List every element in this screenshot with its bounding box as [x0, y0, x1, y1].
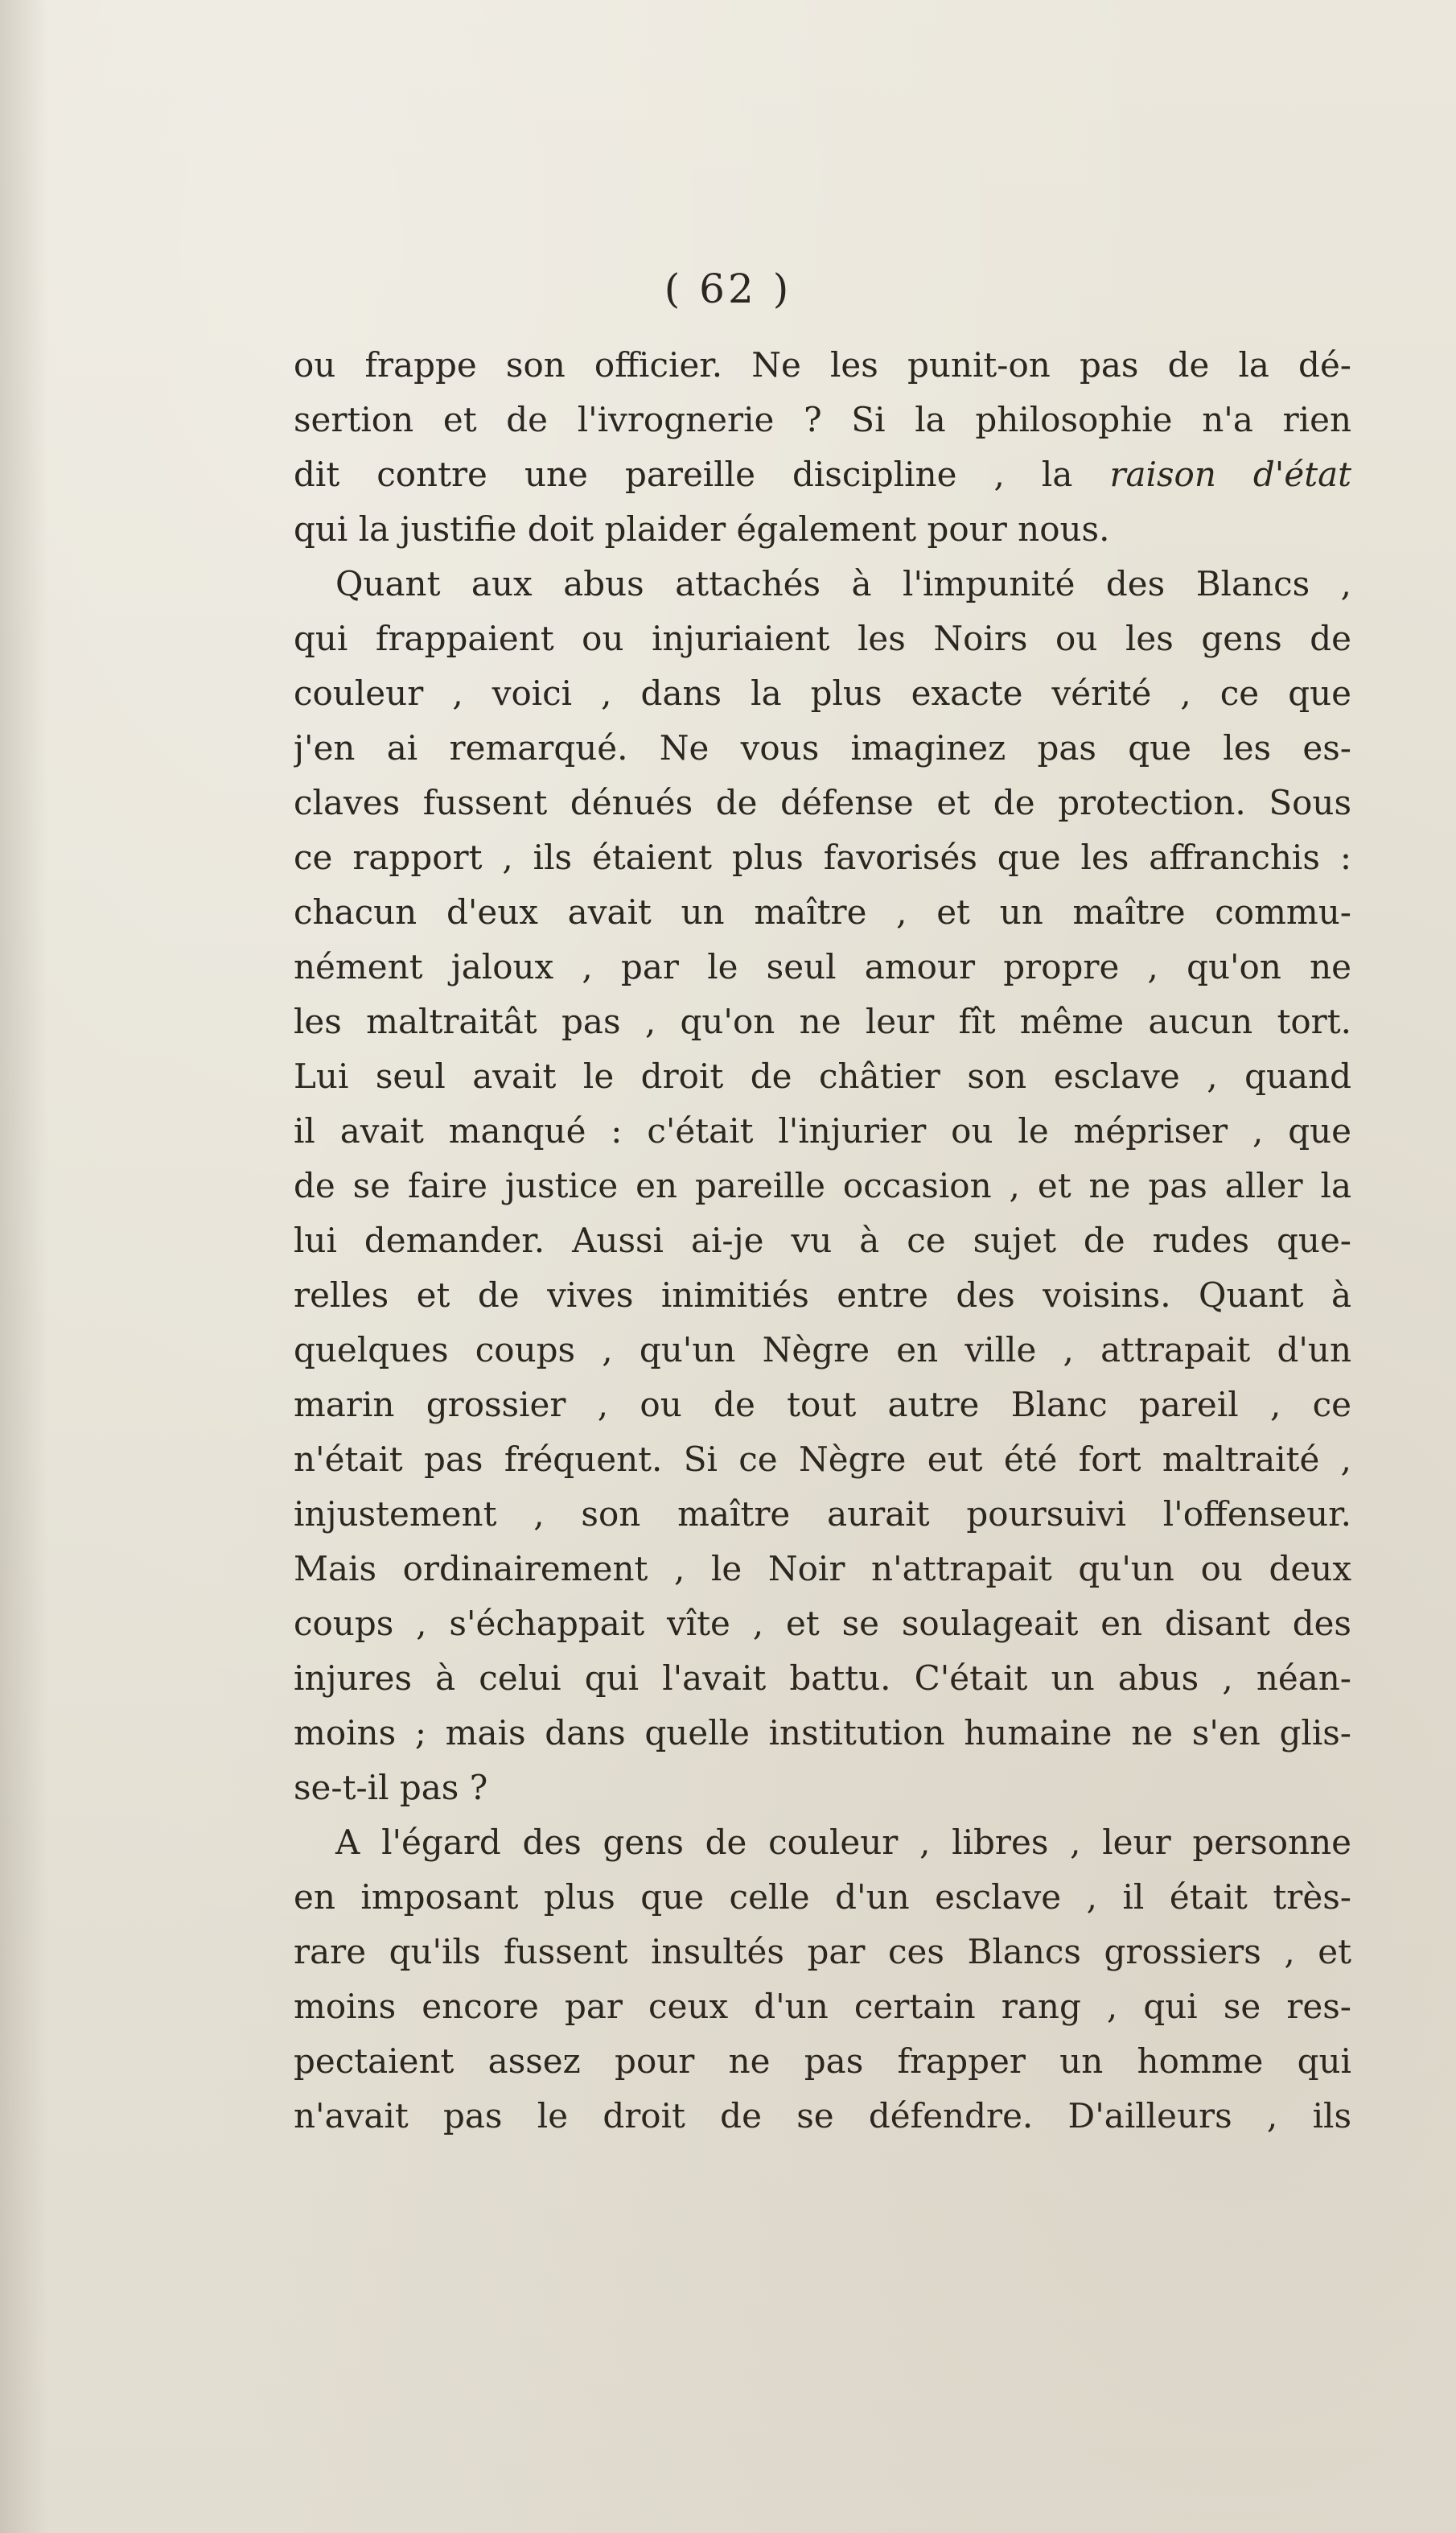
- text-line-18: relles et de vives inimitiés entre des voisins. Quant à: [294, 1275, 1351, 1315]
- text-line-20: marin grossier , ou de tout autre Blanc pareil , ce: [294, 1385, 1351, 1424]
- text-line-6: qui frappaient ou injuriaient les Noirs ou les gens de: [294, 619, 1351, 658]
- text-line-21: n'était pas fréquent. Si ce Nègre eut été fort maltraité ,: [294, 1439, 1351, 1479]
- text-line-12: nément jaloux , par le seul amour propre , qu'on ne: [294, 947, 1351, 986]
- text-line-11: chacun d'eux avait un maître , et un maître commu-: [294, 892, 1351, 932]
- text-line-9: claves fussent dénués de défense et de protection. Sous: [294, 783, 1351, 822]
- text-line-15: il avait manqué : c'était l'injurier ou le mépriser , que: [294, 1111, 1351, 1151]
- text-line-32: pectaient assez pour ne pas frapper un homme qui: [294, 2041, 1351, 2081]
- text-line-4: qui la justifie doit plaider également pour nous.: [294, 509, 1110, 549]
- text-line-28: A l'égard des gens de couleur , libres , leur personne: [335, 1823, 1351, 1862]
- text-line-23: Mais ordinairement , le Noir n'attrapait qu'un ou deux: [294, 1549, 1351, 1588]
- text-line-17: lui demander. Aussi ai-je vu à ce sujet de rudes que-: [294, 1221, 1351, 1260]
- text-line-1: ou frappe son officier. Ne les punit-on pas de la dé-: [294, 345, 1351, 385]
- text-line-13: les maltraitât pas , qu'on ne leur fît même aucun tort.: [294, 1002, 1351, 1041]
- text-line-14: Lui seul avait le droit de châtier son esclave , quand: [294, 1056, 1351, 1096]
- italic-phrase: raison d'état: [1109, 455, 1351, 494]
- text-line-2: sertion et de l'ivrognerie ? Si la philosophie n'a rien: [294, 400, 1351, 439]
- text-line-3: [294, 447, 1351, 502]
- text-line-16: de se faire justice en pareille occasion , et ne pas aller la: [294, 1166, 1351, 1205]
- text-line-31: moins encore par ceux d'un certain rang , qui se res-: [294, 1987, 1351, 2026]
- text-line-7: couleur , voici , dans la plus exacte vérité , ce que: [294, 673, 1351, 713]
- text-line-29: en imposant plus que celle d'un esclave , il était très-: [294, 1877, 1351, 1917]
- text-line-24: coups , s'échappait vîte , et se soulageait en disant des: [294, 1604, 1351, 1643]
- text-line-33: n'avait pas le droit de se défendre. D'ailleurs , ils: [294, 2096, 1351, 2136]
- page-number: ( 62 ): [664, 266, 792, 312]
- text-line-3-roman: dit contre une pareille discipline , la: [294, 455, 1073, 494]
- text-line-27: se-t-il pas ?: [294, 1768, 488, 1807]
- text-line-5: Quant aux abus attachés à l'impunité des Blancs ,: [335, 564, 1351, 603]
- text-line-26: moins ; mais dans quelle institution humaine ne s'en glis-: [294, 1713, 1351, 1753]
- text-line-22: injustement , son maître aurait poursuivi l'offenseur.: [294, 1494, 1351, 1534]
- body-text: [294, 338, 1351, 2144]
- text-line-25: injures à celui qui l'avait battu. C'était un abus , néan-: [294, 1658, 1351, 1698]
- text-line-30: rare qu'ils fussent insultés par ces Blancs grossiers , et: [294, 1932, 1351, 1971]
- text-line-10: ce rapport , ils étaient plus favorisés que les affranchis :: [294, 838, 1351, 877]
- text-line-19: quelques coups , qu'un Nègre en ville , attrapait d'un: [294, 1330, 1351, 1369]
- text-line-8: j'en ai remarqué. Ne vous imaginez pas que les es-: [294, 728, 1351, 768]
